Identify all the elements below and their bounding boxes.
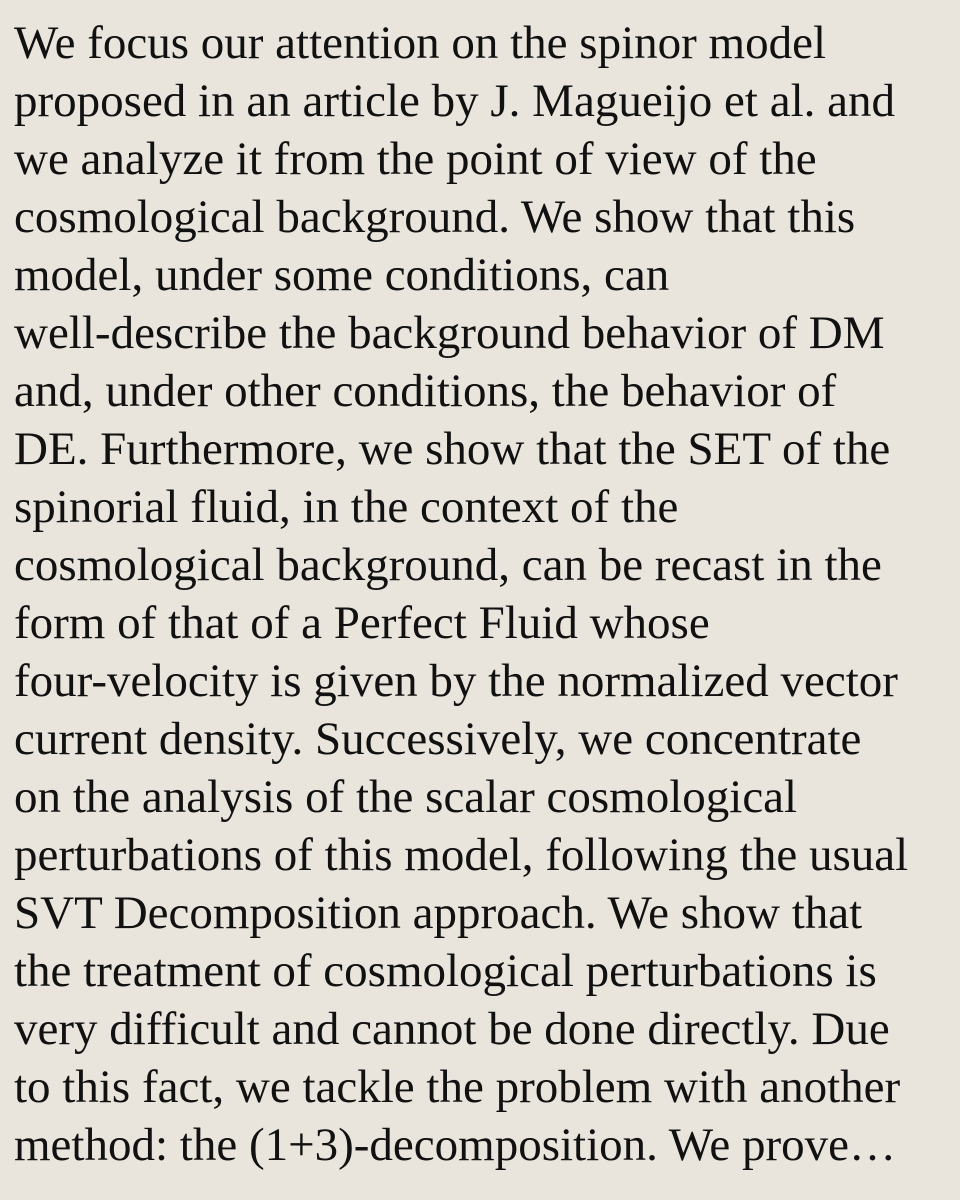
abstract-line: model, under some conditions, can — [14, 249, 670, 301]
abstract-line: cosmological background, can be recast in the — [14, 539, 882, 591]
abstract-line: perturbations of this model, following the usual — [14, 829, 909, 881]
abstract-line: very difficult and cannot be done directly. Due — [14, 1003, 890, 1055]
abstract-line: current density. Successively, we concentrate — [14, 713, 862, 765]
abstract-line: to this fact, we tackle the problem with another — [14, 1061, 901, 1113]
abstract-line: We focus our attention on the spinor model — [14, 17, 827, 69]
abstract-line: the treatment of cosmological perturbations is — [14, 945, 877, 997]
abstract-line: well-describe the background behavior of DM — [14, 307, 885, 359]
abstract-line: and, under other conditions, the behavior of — [14, 365, 837, 417]
abstract-line: we analyze it from the point of view of the — [14, 133, 817, 185]
abstract-line: DE. Furthermore, we show that the SET of the — [14, 423, 891, 475]
abstract-line: form of that of a Perfect Fluid whose — [14, 597, 710, 649]
abstract-line: spinorial fluid, in the context of the — [14, 481, 679, 533]
abstract-line: method: the (1+3)-decomposition. We prove… — [14, 1119, 897, 1171]
abstract-line: four-velocity is given by the normalized vector — [14, 655, 898, 707]
abstract-line: on the analysis of the scalar cosmological — [14, 771, 798, 823]
abstract-text — [14, 14, 954, 1174]
abstract-line: cosmological background. We show that this — [14, 191, 856, 243]
abstract-line: SVT Decomposition approach. We show that — [14, 887, 863, 939]
abstract-line: proposed in an article by J. Magueijo et al. and — [14, 75, 895, 127]
